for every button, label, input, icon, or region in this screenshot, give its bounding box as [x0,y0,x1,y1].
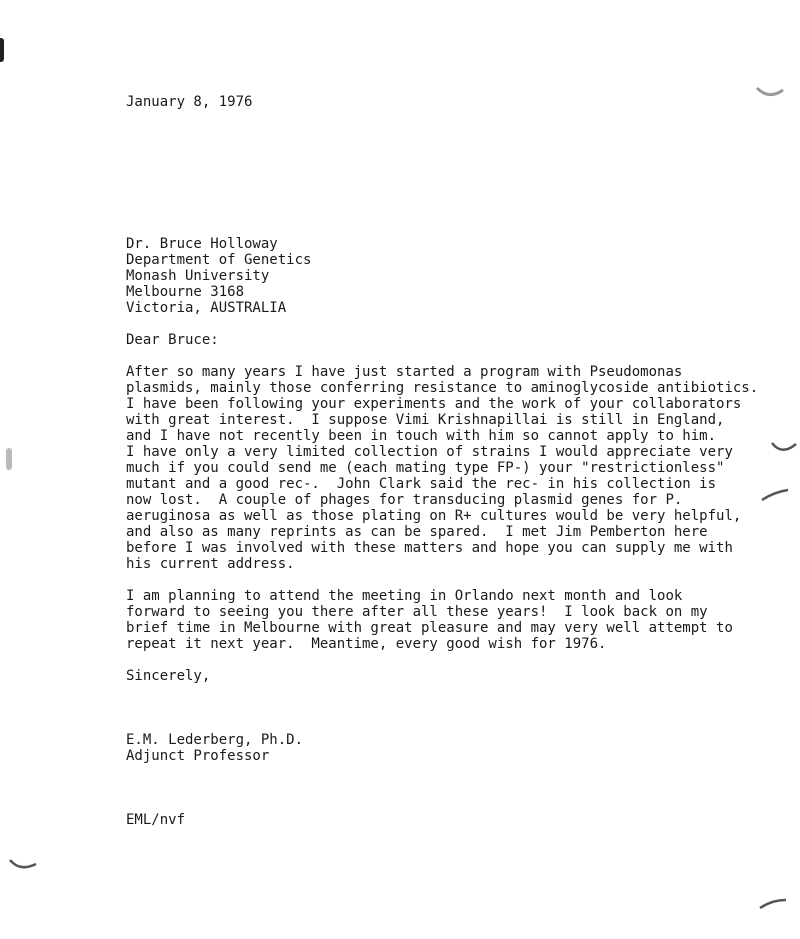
punch-mark [758,896,788,912]
recipient-department: Department of Genetics [126,252,312,268]
body-line: mutant and a good rec-. John Clark said the rec- in his collection is [126,476,717,492]
body-line: brief time in Melbourne with great pleasure and may very well attempt to [126,620,733,636]
body-line: before I was involved with these matters and hope you can supply me with [126,540,733,556]
scan-edge-mark [0,38,4,62]
signatory-name: E.M. Lederberg, Ph.D. [126,732,304,748]
punch-mark [755,84,785,100]
closing: Sincerely, [126,668,211,684]
punch-mark [760,488,790,504]
letter-date: January 8, 1976 [126,94,253,110]
body-line: and also as many reprints as can be spared. I met Jim Pemberton here [126,524,708,540]
body-line: aeruginosa as well as those plating on R+ cultures would be very helpful, [126,508,742,524]
recipient-city: Melbourne 3168 [126,284,245,300]
body-line: much if you could send me (each mating type FP-) your "restrictionless" [126,460,725,476]
body-line: I am planning to attend the meeting in Orlando next month and look [126,588,683,604]
recipient-name: Dr. Bruce Holloway [126,236,278,252]
body-line: repeat it next year. Meantime, every good wish for 1976. [126,636,607,652]
body-line: I have been following your experiments and the work of your collaborators [126,396,742,412]
scan-edge-mark [6,448,12,470]
recipient-institution: Monash University [126,268,270,284]
recipient-country: Victoria, AUSTRALIA [126,300,287,316]
body-line: forward to seeing you there after all these years! I look back on my [126,604,708,620]
signatory-title: Adjunct Professor [126,748,270,764]
body-line: plasmids, mainly those conferring resistance to aminoglycoside antibiotics. [126,380,759,396]
body-line: his current address. [126,556,295,572]
salutation: Dear Bruce: [126,332,219,348]
body-line: I have only a very limited collection of strains I would appreciate very [126,444,733,460]
body-line: now lost. A couple of phages for transducing plasmid genes for P. [126,492,683,508]
reference-initials: EML/nvf [126,812,186,828]
body-line: with great interest. I suppose Vimi Krishnapillai is still in England, [126,412,725,428]
body-line: After so many years I have just started a program with Pseudomonas [126,364,683,380]
punch-mark [770,440,798,456]
body-line: and I have not recently been in touch with him so cannot apply to him. [126,428,717,444]
punch-mark [8,856,38,872]
